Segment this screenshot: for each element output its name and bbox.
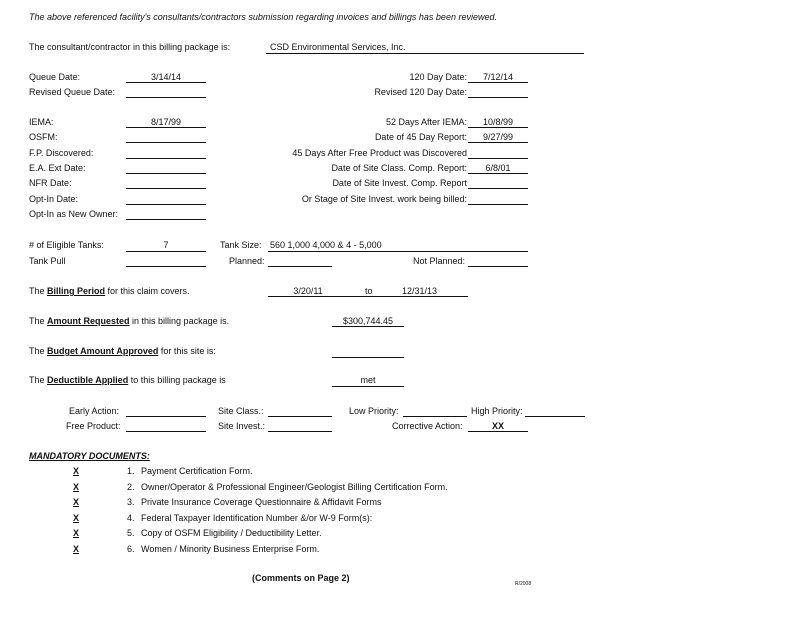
left-date-label: Opt-In as New Owner: [29,209,119,219]
left-date-label: NFR Date: [29,178,72,188]
planned-label: Planned: [229,256,265,266]
left-date-line [126,158,206,159]
low-priority-line [403,416,467,417]
tank-pull-line [126,266,206,267]
eligible-tanks-line [126,251,206,252]
left-date-label: OSFM: [29,132,58,142]
corrective-action-label: Corrective Action: [392,421,463,431]
document-item-text: Federal Taxpayer Identification Number &/or W-9 Form(s): [141,512,373,523]
left-date-line [126,219,206,220]
left-date-line [126,188,206,189]
left-date-line [126,204,206,205]
not-planned-line [468,266,528,267]
intro-text: The above referenced facility's consultants/contractors submission regarding invoices and billings has been reviewed. [29,12,497,22]
eligible-tanks-value: 7 [163,240,169,250]
right-date-value: 9/27/99 [482,132,514,142]
early-action-line [126,416,206,417]
tank-size-value: 560 1,000 4,000 & 4 - 5,000 [270,240,382,250]
corrective-action-line [468,431,528,432]
right-date-line [468,142,528,143]
budget-approved-line [332,357,404,358]
right-date-label: Date of Site Invest. Comp. Report [332,178,467,188]
right-date-line [468,82,528,83]
site-class-label: Site Class.: [218,406,264,416]
document-item-text: Private Insurance Coverage Questionnaire & Affidavit Forms [141,497,382,507]
site-invest-line [268,431,332,432]
corrective-action-value: XX [491,421,504,431]
document-number: 3. [127,497,135,507]
low-priority-label: Low Priority: [349,406,399,416]
left-date-line [126,82,206,83]
amount-requested-line [332,326,404,327]
site-class-line [268,416,332,417]
right-date-line [468,97,528,98]
billing-from-value: 3/20/11 [293,286,323,296]
document-check-mark: X [73,512,80,523]
right-date-label: Date of Site Class. Comp. Report: [331,163,467,173]
tank-size-line [268,251,528,252]
consultant-label: The consultant/contractor in this billing package is: [29,42,231,52]
tank-pull-label: Tank Pull [29,256,66,266]
deductible-applied-text: The Deductible Applied to this billing package is [29,375,226,385]
deductible-applied-value: met [360,375,376,385]
comments-note: (Comments on Page 2) [252,573,350,583]
left-date-line [126,127,206,128]
document-number: 4. [127,512,135,523]
not-planned-label: Not Planned: [413,256,466,266]
document-item-text: Payment Certification Form. [141,466,253,476]
right-date-value: 10/8/99 [482,117,514,127]
left-date-label: Queue Date: [29,72,81,82]
right-date-line [468,188,528,189]
consultant-line [266,53,584,54]
right-date-line [468,173,528,174]
eligible-tanks-label: # of Eligible Tanks: [29,240,104,250]
right-date-label: Revised 120 Day Date: [374,87,467,97]
high-priority-label: High Priority: [471,406,523,416]
document-check-mark: X [73,466,80,476]
consultant-value: CSD Environmental Services, Inc. [270,42,406,52]
left-date-label: Revised Queue Date: [29,87,116,97]
free-product-line [126,431,206,432]
high-priority-line [525,416,585,417]
document-number: 2. [127,481,135,492]
right-date-line [468,158,528,159]
document-item-text: Owner/Operator & Professional Engineer/Geologist Billing Certification Form. [141,481,448,492]
billing-to-word: to [365,286,373,296]
document-item-text: Copy of OSFM Eligibility / Deductibility Letter. [141,528,322,538]
left-date-label: IEMA: [29,117,54,127]
right-date-line [468,204,528,205]
document-item-text: Women / Minority Business Enterprise Form. [141,543,320,554]
left-date-line [126,142,206,143]
document-number: 5. [127,528,135,538]
right-date-label: 45 Days After Free Product was Discovered [292,148,467,158]
right-date-label: 120 Day Date: [409,72,467,82]
document-number: 6. [127,543,135,554]
early-action-label: Early Action: [69,406,120,416]
left-date-label: E.A. Ext Date: [29,163,86,173]
left-date-label: Opt-In Date: [29,194,79,204]
left-date-value: 3/14/14 [150,72,182,82]
right-date-label: Or Stage of Site Invest. work being billed: [301,194,467,204]
deductible-applied-line [332,386,404,387]
planned-line [268,266,332,267]
free-product-label: Free Product: [66,421,121,431]
billing-period-line [268,296,468,297]
left-date-value: 8/17/99 [150,117,182,127]
mandatory-documents-heading: MANDATORY DOCUMENTS: [29,451,150,461]
site-invest-label: Site Invest.: [218,421,266,431]
right-date-label: Date of 45 Day Report: [374,132,467,142]
document-check-mark: X [73,528,80,538]
amount-requested-text: The Amount Requested in this billing package is. [29,316,230,326]
billing-to-value: 12/31/13 [402,286,438,296]
right-date-label: 52 Days After IEMA: [385,117,467,127]
left-date-label: F.P. Discovered: [29,148,94,158]
right-date-value: 6/8/01 [485,163,511,173]
tank-size-label: Tank Size: [220,240,262,250]
document-check-mark: X [73,497,80,507]
document-check-mark: X [73,543,80,554]
right-date-line [468,127,528,128]
right-date-value: 7/12/14 [482,72,514,82]
document-number: 1. [127,466,135,476]
amount-requested-value: $300,744.45 [342,316,394,326]
budget-approved-text: The Budget Amount Approved for this site is: [29,346,216,356]
left-date-line [126,173,206,174]
left-date-line [126,97,206,98]
document-check-mark: X [73,481,80,492]
page-id: R/2008 [515,581,532,587]
billing-period-text: The Billing Period for this claim covers. [29,286,190,296]
